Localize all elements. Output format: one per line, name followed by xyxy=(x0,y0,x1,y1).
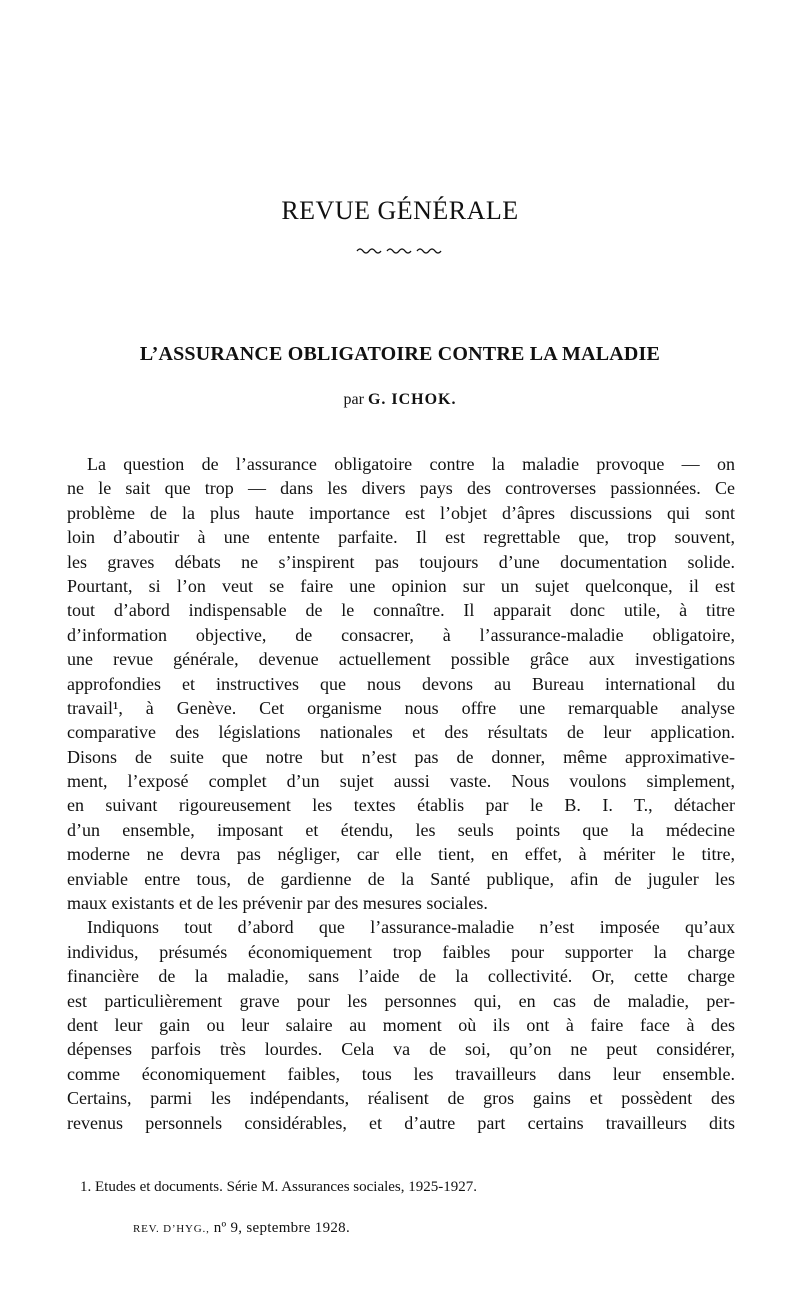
body-line: approfondies et instructives que nous devons au Bureau international du xyxy=(67,673,735,694)
body-line: d’information objective, de consacrer, à l’assurance-maladie obligatoire, xyxy=(67,624,735,645)
body-line: travail¹, à Genève. Cet organisme nous offre une remarquable analyse xyxy=(67,697,735,718)
body-line: comparative des législations nationales et des résultats de leur application. xyxy=(67,722,735,743)
body-line: est particulièrement grave pour les personnes qui, en cas de maladie, per- xyxy=(67,990,735,1011)
body-line: Certains, parmi les indépendants, réalisent de gros gains et possèdent des xyxy=(67,1088,735,1109)
body-line: en suivant rigoureusement les textes établis par le B. I. T., détacher xyxy=(67,795,735,816)
page-footer xyxy=(133,1220,350,1237)
footnote: 1. Etudes et documents. Série M. Assurances sociales, 1925-1927. xyxy=(80,1179,478,1195)
body-line: individus, présumés économiquement trop faibles pour supporter la charge xyxy=(67,941,735,962)
footer-issue: nº 9, septembre 1928. xyxy=(213,1220,351,1236)
body-line: tout d’abord indispensable de le connaître. Il apparait donc utile, à titre xyxy=(67,600,735,621)
body-line: les graves débats ne s’inspirent pas toujours d’une documentation solide. xyxy=(67,551,735,572)
footer-journal: REV. D’HYG., xyxy=(133,1223,210,1235)
body-line: problème de la plus haute importance est l’objet d’âpres discussions qui sont xyxy=(67,502,735,523)
body-line: une revue générale, devenue actuellement possible grâce aux investigations xyxy=(67,649,735,670)
body-line: ment, l’exposé complet d’un sujet aussi vaste. Nous voulons simplement, xyxy=(67,771,735,792)
body-line: loin d’aboutir à une entente parfaite. Il est regrettable que, trop souvent, xyxy=(67,527,735,548)
article-title: L’ASSURANCE OBLIGATOIRE CONTRE LA MALADIE xyxy=(139,343,661,365)
body-line: dépenses parfois très lourdes. Cela va de soi, qu’on ne peut considérer, xyxy=(67,1039,735,1060)
body-line: Disons de suite que notre but n’est pas de donner, même approximative- xyxy=(67,746,735,767)
byline-prefix: par xyxy=(343,391,364,408)
body-line: moderne ne devra pas négliger, car elle tient, en effet, à mériter le titre, xyxy=(67,844,735,865)
byline-author: G. ICHOK. xyxy=(367,391,457,408)
article-body xyxy=(67,452,735,1135)
body-line: dent leur gain ou leur salaire au moment où ils ont à faire face à des xyxy=(67,1014,735,1035)
body-line: enviable entre tous, de gardienne de la Santé publique, afin de juguler les xyxy=(67,868,735,889)
section-title: REVUE GÉNÉRALE xyxy=(281,196,519,225)
body-line: d’un ensemble, imposant et étendu, les seuls points que la médecine xyxy=(67,819,735,840)
body-line: Pourtant, si l’on veut se faire une opinion sur un sujet quelconque, il est xyxy=(67,575,735,596)
body-line: comme économiquement faibles, tous les travailleurs dans leur ensemble. xyxy=(67,1063,735,1084)
body-line: revenus personnels considérables, et d’autre part certains travailleurs dits xyxy=(67,1112,735,1133)
body-line: La question de l’assurance obligatoire contre la maladie provoque — on xyxy=(87,454,735,474)
body-line: ne le sait que trop — dans les divers pays des controverses passionnées. Ce xyxy=(67,478,735,499)
byline xyxy=(0,391,800,409)
body-line: financière de la maladie, sans l’aide de la collectivité. Or, cette charge xyxy=(67,966,735,987)
body-line: Indiquons tout d’abord que l’assurance-maladie n’est imposée qu’aux xyxy=(87,917,735,938)
wavy-ornament-divider xyxy=(355,246,445,256)
body-line: maux existants et de les prévenir par des mesures sociales. xyxy=(67,893,488,914)
